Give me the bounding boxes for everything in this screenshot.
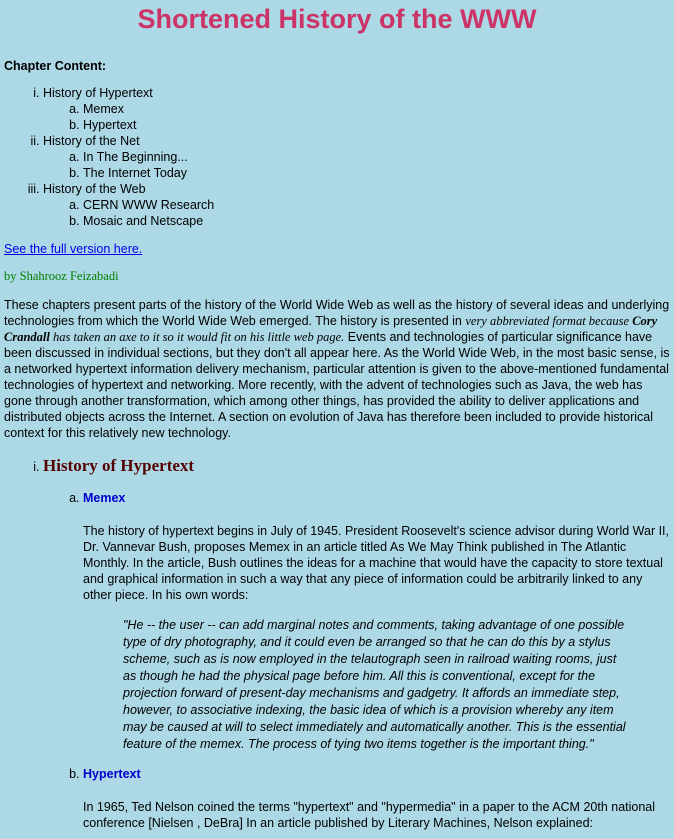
toc-subitem: a. In The Beginning... xyxy=(83,149,670,165)
chapter-heading: Chapter Content: xyxy=(4,59,107,73)
section-title: History of Hypertext xyxy=(43,456,195,475)
subsection-body: The history of hypertext begins in July of 1945. President Roosevelt's science advisor during World War II, Dr. Vannevar Bush, proposes Memex in an article titled As We May Think published in The Atlantic Monthly. In the article, Bush outlines the ideas for a machine that would have the capacity to store textual and graphical information in such a way that any piece of information could be arbitrarily linked to any other piece. In his own words: xyxy=(83,524,669,602)
subsection-body: In 1965, Ted Nelson coined the terms "hypertext" and "hypermedia" in a paper to the ACM 20th national conference [Nielsen , DeBra] In an article published by Literary Machines, Nelson explained: xyxy=(83,800,656,830)
toc-subitem: b. Mosaic and Netscape xyxy=(83,213,670,229)
toc-subitem: b. Hypertext xyxy=(83,117,670,133)
table-of-contents xyxy=(4,85,670,229)
subsection-title: Memex xyxy=(83,491,126,505)
subsection-hypertext xyxy=(83,767,670,831)
intro-paragraph: These chapters present parts of the history of the World Wide Web as well as the history of several ideas and underlying technologies from which the World Wide Web emerged. The history is presented in very abbreviated format because Cory Crandall has taken an axe to it so it would fit on his little web page. Events and technologies of particular significance have been discussed in individual sections, but they don't all appear here. As the World Wide Web, in the most basic sense, is a networked hypertext information delivery mechanism, particular attention is given to the above-mentioned fundamental technologies of hypertext and networking. More recently, with the advent of technologies such as Java, the web has gone through another transformation, which among other things, has provided the ability to deliver applications and distributed objects across the Internet. A section on evolution of Java has therefore been included to provide historical context for this relatively new technology. xyxy=(4,298,670,440)
quote: "He -- the user -- can add marginal notes and comments, taking advantage of one possible type of dry photography, and it could even be arranged so that he can do this by a stylus scheme, such as is now employed in the telautograph seen in railroad waiting rooms, just as though he had the physical page before him. All this is conventional, except for the projection forward of present-day mechanisms and gadgetry. It affords an immediate step, however, to associative indexing, the basic idea of which is a provision whereby any item may be caused at will to select immediately and automatically another. This is the essential feature of the memex. The process of tying two items together is the important thing." xyxy=(123,618,626,751)
full-version-link[interactable]: See the full version here. xyxy=(4,242,143,256)
toc-subitem: b. The Internet Today xyxy=(83,165,670,181)
toc-item: i. History of Hypertext a. Memex b. Hypertext xyxy=(43,85,670,133)
toc-subitem: a. CERN WWW Research xyxy=(83,197,670,213)
section-history-of-hypertext xyxy=(43,457,670,831)
page-title: Shortened History of the WWW xyxy=(137,4,537,34)
subsection-memex xyxy=(83,491,670,753)
byline: by Shahrooz Feizabadi xyxy=(4,269,119,283)
subsections xyxy=(43,491,670,831)
page xyxy=(0,3,674,831)
toc-subitem: a. Memex xyxy=(83,101,670,117)
toc-item: ii. History of the Net a. In The Beginning... b. The Internet Today xyxy=(43,133,670,181)
main-sections xyxy=(4,457,670,831)
subsection-title: Hypertext xyxy=(83,767,141,781)
toc-item: iii. History of the Web a. CERN WWW Research b. Mosaic and Netscape xyxy=(43,181,670,229)
